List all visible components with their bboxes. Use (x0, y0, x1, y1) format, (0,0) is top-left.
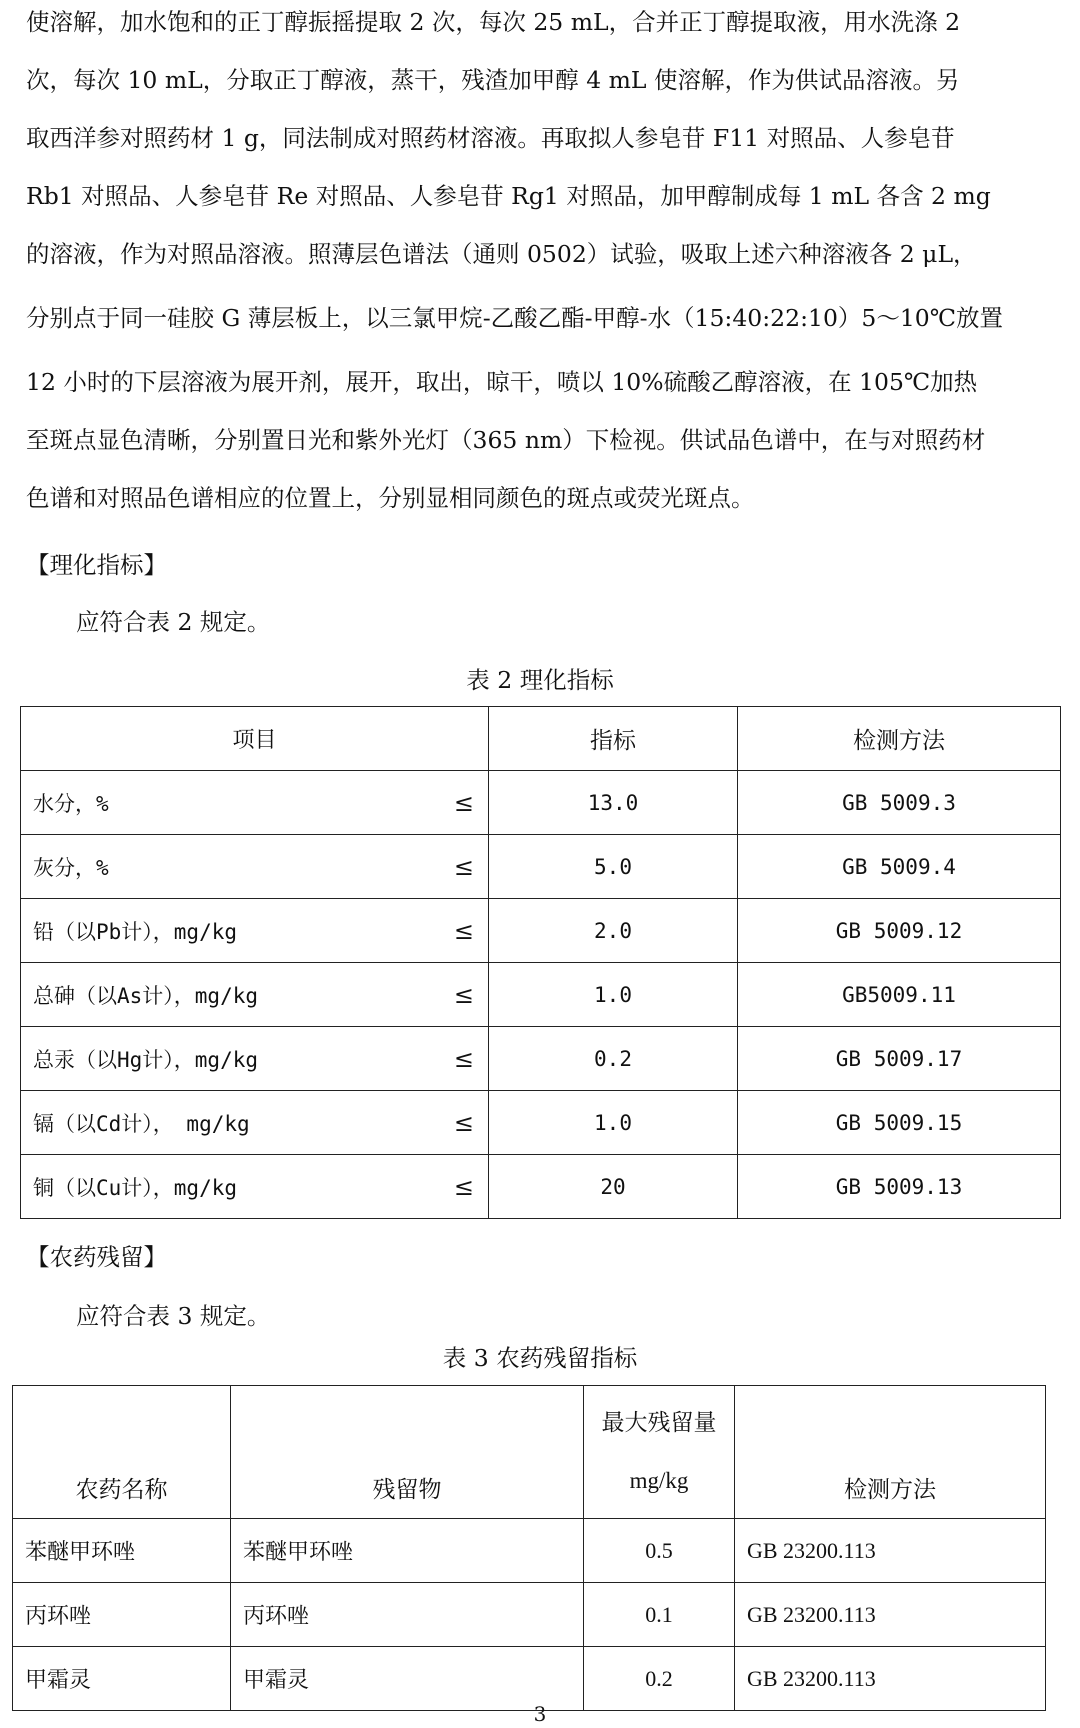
le-symbol: ≤ (453, 980, 474, 1009)
pesticide-name-cell: 甲霜灵 (13, 1647, 231, 1711)
table-caption: 表 2 理化指标 (466, 666, 614, 694)
pesticide-residue-table (12, 1385, 1046, 1711)
paragraph-line: 的溶液，作为对照品溶液。照薄层色谱法（通则 0502）试验，吸取上述六种溶液各 2 μL， (26, 240, 977, 268)
value-cell: 2.0 (489, 899, 738, 963)
table-row (21, 963, 1061, 1027)
column-header: 指标 (489, 707, 738, 771)
value-cell: 13.0 (489, 771, 738, 835)
method-cell: GB5009.11 (738, 963, 1061, 1027)
paragraph-line: 至斑点显色清晰，分别置日光和紫外光灯（365 nm）下检视。供试品色谱中，在与对照药材 (26, 426, 986, 454)
section-heading-physicochemical: 【理化指标】 (26, 551, 167, 579)
method-cell: GB 23200.113 (735, 1519, 1046, 1583)
limit-cell: 0.1 (584, 1583, 735, 1647)
method-cell: GB 5009.4 (738, 835, 1061, 899)
le-symbol: ≤ (453, 852, 474, 881)
item-cell (21, 1155, 489, 1219)
item-label: 镉（以Cd计）， mg/kg (33, 1111, 250, 1136)
column-header: 农药名称 (13, 1386, 231, 1519)
residue-cell: 苯醚甲环唑 (231, 1519, 584, 1583)
item-cell (21, 1027, 489, 1091)
item-cell (21, 771, 489, 835)
method-cell: GB 5009.15 (738, 1091, 1061, 1155)
residue-cell: 丙环唑 (231, 1583, 584, 1647)
column-header: 项目 (21, 707, 489, 771)
item-label: 水分，% (33, 791, 109, 816)
table-row (21, 1027, 1061, 1091)
identification-paragraph (26, 0, 1052, 527)
le-symbol: ≤ (453, 916, 474, 945)
item-label: 总砷（以As计），mg/kg (33, 983, 259, 1008)
column-header: 最大残留量 mg/kg (584, 1386, 735, 1519)
table-row (21, 1155, 1061, 1219)
table-row (21, 899, 1061, 963)
paragraph-line: 12 小时的下层溶液为展开剂，展开，取出，晾干，喷以 10%硫酸乙醇溶液，在 105℃加热 (26, 368, 978, 396)
limit-cell: 0.5 (584, 1519, 735, 1583)
table-header-row (13, 1386, 1046, 1519)
item-cell (21, 963, 489, 1027)
page-number: 3 (533, 1702, 547, 1726)
paragraph-line: 次，每次 10 mL，分取正丁醇液，蒸干，残渣加甲醇 4 mL 使溶解，作为供试品溶液。另 (26, 66, 960, 94)
paragraph-line: Rb1 对照品、人参皂苷 Re 对照品、人参皂苷 Rg1 对照品，加甲醇制成每 1 mL 各含 2 mg (26, 182, 991, 210)
table-row (13, 1583, 1046, 1647)
method-cell: GB 5009.17 (738, 1027, 1061, 1091)
column-header: 残留物 (231, 1386, 584, 1519)
residue-cell: 甲霜灵 (231, 1647, 584, 1711)
table-row (21, 1091, 1061, 1155)
paragraph-line: 分别点于同一硅胶 G 薄层板上，以三氯甲烷-乙酸乙酯-甲醇-水（15:40:22:10）5～10℃放置 (26, 304, 1004, 332)
table-row (21, 835, 1061, 899)
value-cell: 1.0 (489, 1091, 738, 1155)
paragraph-line: 取西洋参对照药材 1 g，同法制成对照药材溶液。再取拟人参皂苷 F11 对照品、人参皂苷 (26, 124, 955, 152)
item-label: 铜（以Cu计），mg/kg (33, 1175, 238, 1200)
le-symbol: ≤ (453, 1108, 474, 1137)
table-row (21, 771, 1061, 835)
paragraph-line: 使溶解，加水饱和的正丁醇振摇提取 2 次，每次 25 mL，合并正丁醇提取液，用水洗涤 2 (26, 8, 961, 36)
method-cell: GB 23200.113 (735, 1583, 1046, 1647)
section-text: 应符合表 2 规定。 (76, 608, 271, 636)
pesticide-name-cell: 丙环唑 (13, 1583, 231, 1647)
method-cell: GB 5009.12 (738, 899, 1061, 963)
section-text: 应符合表 3 规定。 (76, 1302, 271, 1330)
table-row (13, 1647, 1046, 1711)
item-cell (21, 835, 489, 899)
method-cell: GB 5009.3 (738, 771, 1061, 835)
value-cell: 0.2 (489, 1027, 738, 1091)
value-cell: 5.0 (489, 835, 738, 899)
value-cell: 1.0 (489, 963, 738, 1027)
limit-cell: 0.2 (584, 1647, 735, 1711)
item-cell (21, 899, 489, 963)
table-caption: 表 3 农药残留指标 (442, 1344, 638, 1372)
column-header: 检测方法 (738, 707, 1061, 771)
item-label: 总汞（以Hg计），mg/kg (33, 1047, 259, 1072)
pesticide-name-cell: 苯醚甲环唑 (13, 1519, 231, 1583)
item-label: 灰分，% (33, 855, 109, 880)
item-cell (21, 1091, 489, 1155)
section-heading-pesticide: 【农药残留】 (26, 1243, 167, 1271)
physicochemical-table (20, 706, 1061, 1219)
le-symbol: ≤ (453, 788, 474, 817)
table-header-row (21, 707, 1061, 771)
item-label: 铅（以Pb计），mg/kg (33, 919, 238, 944)
method-cell: GB 23200.113 (735, 1647, 1046, 1711)
paragraph-line: 色谱和对照品色谱相应的位置上，分别显相同颜色的斑点或荧光斑点。 (26, 484, 755, 512)
column-header: 检测方法 (735, 1386, 1046, 1519)
le-symbol: ≤ (453, 1172, 474, 1201)
le-symbol: ≤ (453, 1044, 474, 1073)
value-cell: 20 (489, 1155, 738, 1219)
table-row (13, 1519, 1046, 1583)
method-cell: GB 5009.13 (738, 1155, 1061, 1219)
